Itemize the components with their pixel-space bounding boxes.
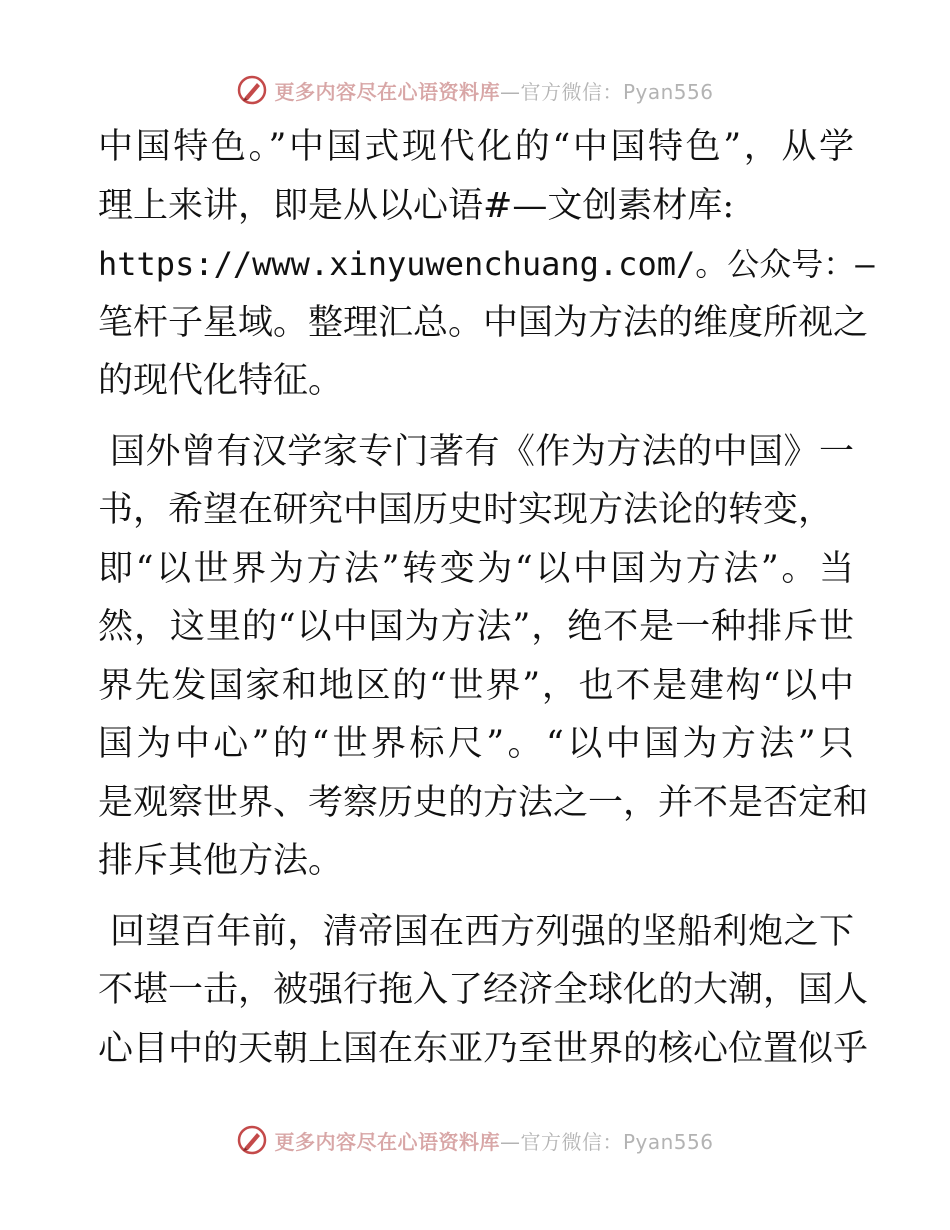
text-line: 的现代化特征。 bbox=[98, 361, 344, 401]
text-line: 国外曾有汉学家专门著有《作为方法的中国》一 bbox=[110, 431, 854, 472]
footer-watermark bbox=[0, 1120, 950, 1160]
text-line-url: https://www.xinyuwenchuang.com/。公众号：— bbox=[98, 245, 875, 283]
document-body bbox=[98, 118, 875, 1090]
paragraph-1 bbox=[98, 118, 875, 411]
paragraph-3 bbox=[98, 903, 869, 1079]
text-line: 心目中的天朝上国在东亚乃至世界的核心位置似乎 bbox=[98, 1028, 869, 1069]
text-line: 理上来讲，即是从以心语#—文创素材库: bbox=[98, 185, 735, 226]
text-line: 排斥其他方法。 bbox=[98, 841, 344, 881]
text-line: 书，希望在研究中国历史时实现方法论的转变， bbox=[98, 490, 834, 530]
text-line: 中国特色。”中国式现代化的“中国特色”，从学 bbox=[98, 127, 854, 167]
watermark-text: 更多内容尽在心语资料库—官方微信：Pyan556 bbox=[274, 79, 714, 104]
text-line: 回望百年前，清帝国在西方列强的坚船利炮之下 bbox=[110, 911, 854, 952]
text-line: 笔杆子星域。整理汇总。中国为方法的维度所视之 bbox=[98, 302, 869, 343]
text-line: 然，这里的“以中国为方法”，绝不是一种排斥世 bbox=[98, 607, 854, 647]
paragraph-2 bbox=[98, 423, 869, 891]
text-line: 不堪一击，被强行拖入了经济全球化的大潮，国人 bbox=[98, 970, 869, 1010]
header-watermark bbox=[0, 70, 950, 110]
text-line: 是观察世界、考察历史的方法之一，并不是否定和 bbox=[98, 782, 869, 823]
pen-logo-icon bbox=[236, 74, 268, 106]
watermark-text: 更多内容尽在心语资料库—官方微信：Pyan556 bbox=[274, 1129, 714, 1154]
text-line: 界先发国家和地区的“世界”，也不是建构“以中 bbox=[98, 665, 854, 706]
text-line: 国为中心”的“世界标尺”。“以中国为方法”只 bbox=[98, 724, 854, 764]
text-line: 即“以世界为方法”转变为“以中国为方法”。当 bbox=[98, 548, 854, 589]
pen-logo-icon bbox=[236, 1124, 268, 1156]
